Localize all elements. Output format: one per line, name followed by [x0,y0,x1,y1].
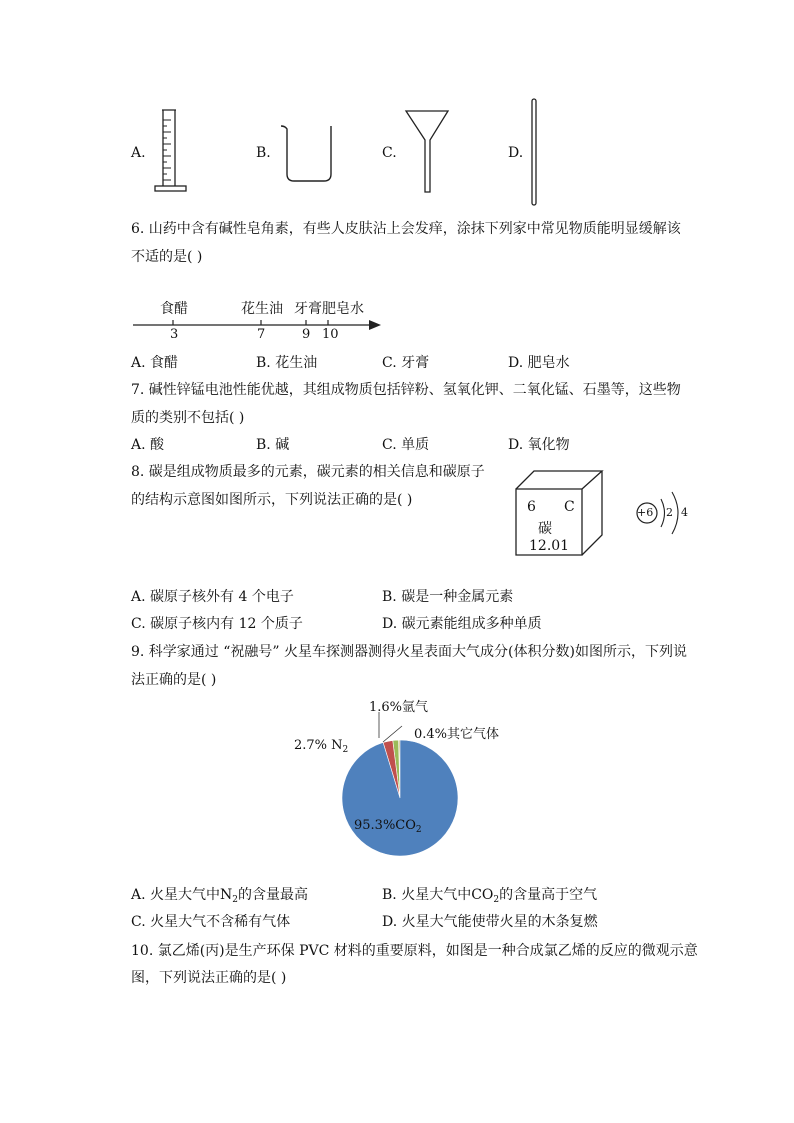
q7-option-b[interactable]: B. 碱 [256,437,290,453]
pie-slice-co2 [342,740,458,856]
graduated-cylinder-icon [152,108,192,194]
q9-option-c[interactable]: C. 火星大气不含稀有气体 [131,914,291,930]
q6-option-b[interactable]: B. 花生油 [256,355,318,371]
q8-option-b[interactable]: B. 碳是一种金属元素 [382,589,514,605]
glass-rod-icon [530,98,540,206]
q5-option-b-label[interactable]: B. [256,145,271,161]
q9-option-b[interactable]: B. 火星大气中$CO_2$的含量高于空气 [382,887,598,905]
element-symbol: C [564,499,575,515]
atom-nucleus-charge: +6 [637,506,654,519]
q6-option-a[interactable]: A. 食醋 [131,355,179,371]
q9-option-a[interactable]: A. 火星大气中$N_2$的含量最高 [131,887,308,905]
q7-option-a[interactable]: A. 酸 [131,437,165,453]
q9-stem-line1: 9. 科学家通过 “祝融号” 火星车探测器测得火星表面大气成分(体积分数)如图所示，下列说 [131,644,687,660]
q8-option-d[interactable]: D. 碳元素能组成多种单质 [382,616,542,632]
element-atomic-mass: 12.01 [529,538,570,554]
atom-shell-2: 4 [681,506,688,519]
q9-stem-line2: 法正确的是( ) [131,672,217,688]
ph-tick-3: 3 [170,327,179,342]
q8-option-a[interactable]: A. 碳原子核外有 4 个电子 [131,589,294,605]
q6-stem-line2: 不适的是( ) [131,249,203,265]
ph-label-peanut-oil: 花生油 [241,301,283,317]
q7-option-d[interactable]: D. 氧化物 [508,437,570,453]
q8-stem-line2: 的结构示意图如图所示，下列说法正确的是( ) [131,492,413,508]
q5-option-a-label[interactable]: A. [131,145,146,161]
q10-stem-line2: 图，下列说法正确的是( ) [131,970,287,986]
ph-label-toothpaste: 牙膏 [294,301,322,317]
q7-option-c[interactable]: C. 单质 [382,437,430,453]
q6-option-c[interactable]: C. 牙膏 [382,355,430,371]
q8-option-c[interactable]: C. 碳原子核内有 12 个质子 [131,616,303,632]
q5-option-c-label[interactable]: C. [382,145,397,161]
element-atomic-number: 6 [527,499,536,515]
atom-shell-1: 2 [666,506,673,519]
ph-label-vinegar: 食醋 [160,301,188,317]
q5-option-d-label[interactable]: D. [508,145,524,161]
q6-option-d[interactable]: D. 肥皂水 [508,355,570,371]
element-name: 碳 [538,521,552,537]
pie-label-co2: $95.3\%CO_2$ [354,818,422,835]
ph-tick-10: 10 [322,327,339,342]
ph-label-soap-water: 肥皂水 [322,301,364,317]
q8-stem-line1: 8. 碳是组成物质最多的元素，碳元素的相关信息和碳原子 [131,464,485,480]
q7-stem-line2: 质的类别不包括( ) [131,410,245,426]
beaker-icon [279,122,335,184]
pie-label-other: 0.4%其它气体 [414,727,500,742]
q6-stem-line1: 6. 山药中含有碱性皂角素，有些人皮肤沾上会发痒，涂抹下列家中常见物质能明显缓解该 [131,221,681,237]
q7-stem-line1: 7. 碱性锌锰电池性能优越，其组成物质包括锌粉、氢氧化钾、二氧化锰、石墨等，这些物 [131,382,681,398]
ph-tick-7: 7 [257,327,266,342]
ph-tick-9: 9 [302,327,311,342]
pie-label-argon: 1.6%氩气 [369,700,429,715]
funnel-icon [404,110,450,194]
pie-label-n2: 2.7% $N_2$ [294,738,349,755]
q10-stem-line1: 10. 氯乙烯(丙)是生产环保 PVC 材料的重要原料，如图是一种合成氯乙烯的反应的微观示意 [131,943,698,959]
q9-option-d[interactable]: D. 火星大气能使带火星的木条复燃 [382,914,598,930]
